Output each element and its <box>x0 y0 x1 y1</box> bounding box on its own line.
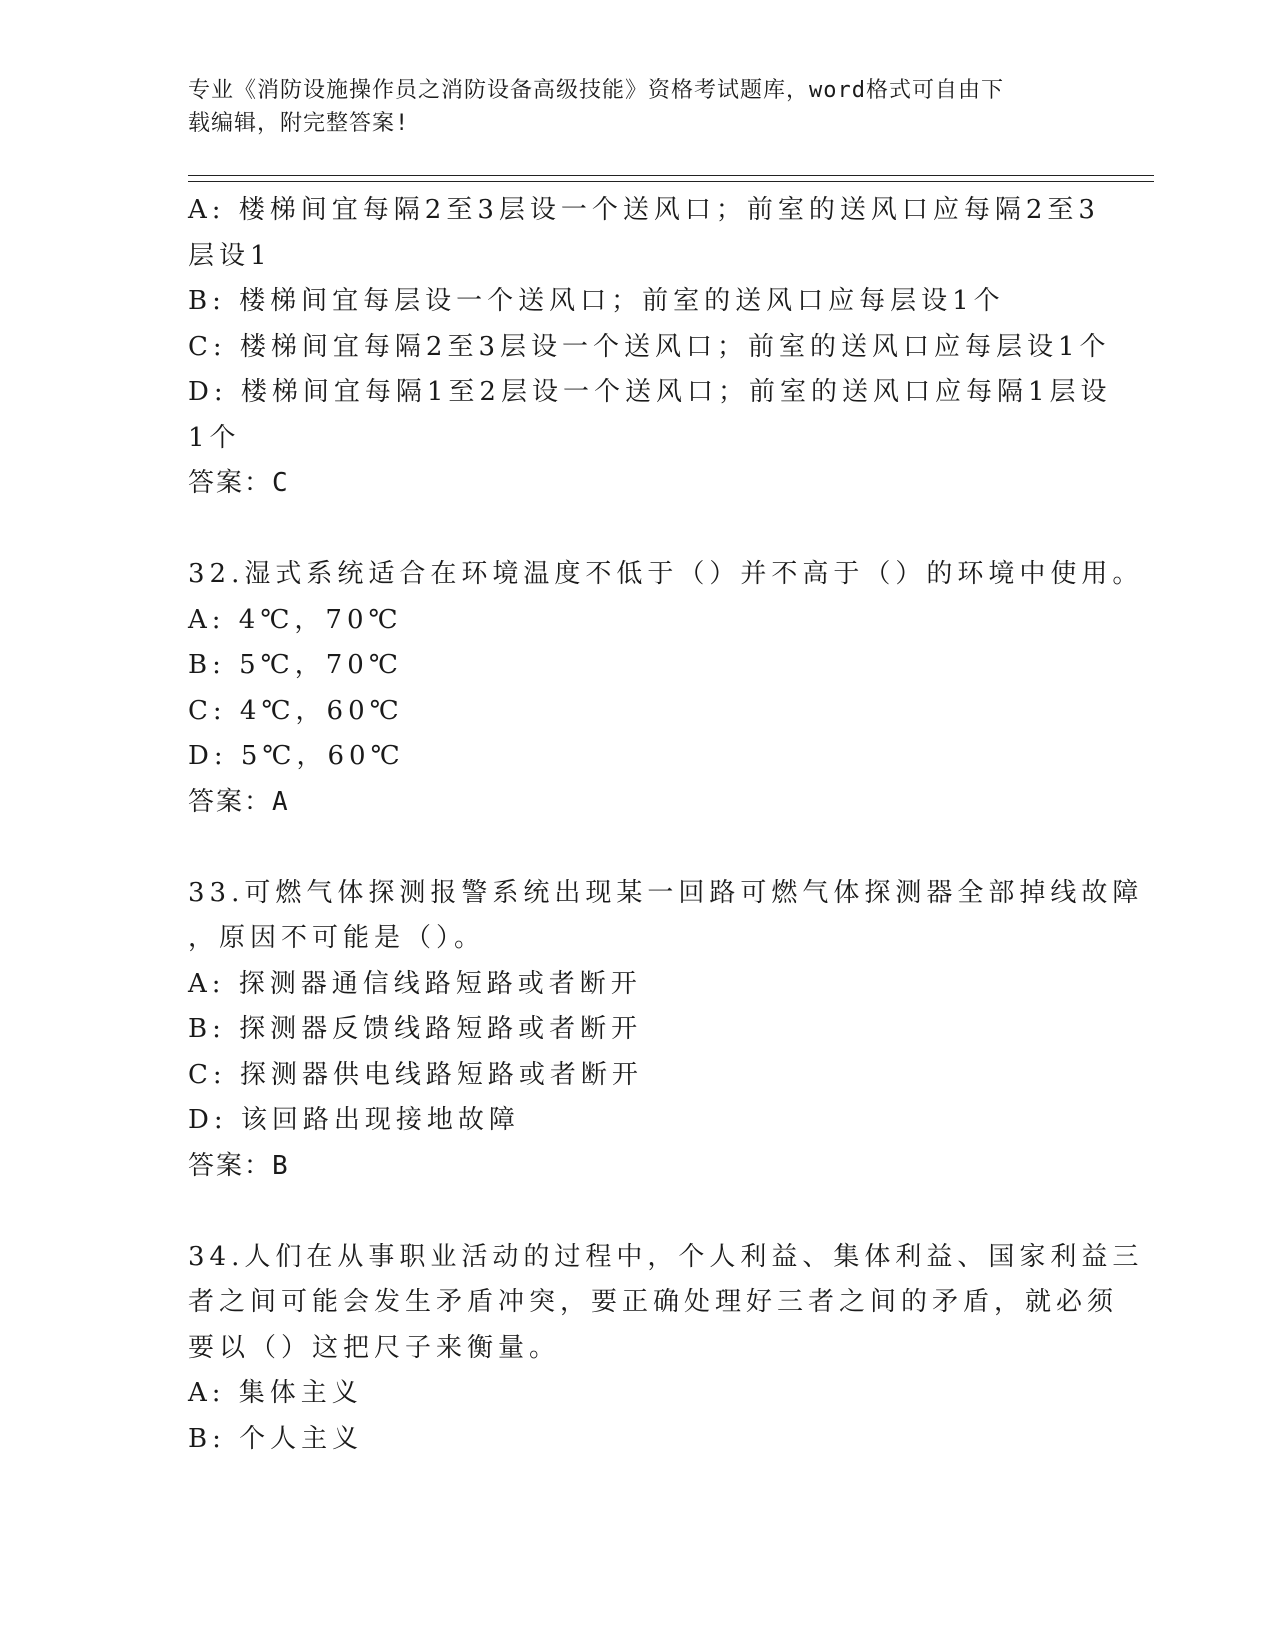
question-stem: 34.人们在从事职业活动的过程中，个人利益、集体利益、国家利益三 <box>188 1241 1144 1272</box>
option-b-line: B: 5℃，70℃ <box>188 650 403 680</box>
option-b-line: B: 探测器反馈线路短路或者断开 <box>188 1014 643 1044</box>
header-line-2: 载编辑，附完整答案! <box>188 111 410 136</box>
question-stem-continuation: 要以（）这把尺子来衡量。 <box>188 1332 561 1363</box>
question-stem-continuation: ，原因不可能是（）。 <box>188 923 486 953</box>
question-block-32 <box>188 552 1144 825</box>
block-spacer <box>188 1189 1088 1235</box>
option-c-line: C: 楼梯间宜每隔2至3层设一个送风口；前室的送风口应每层设1个 <box>188 331 1111 362</box>
header-line-1: 专业《消防设施操作员之消防设备高级技能》资格考试题库，word格式可自由下 <box>188 78 1004 103</box>
question-block-33 <box>188 871 1144 1190</box>
option-d-line: D: 楼梯间宜每隔1至2层设一个送风口；前室的送风口应每隔1层设 <box>188 377 1112 407</box>
option-c-line: C: 探测器供电线路短路或者断开 <box>188 1059 643 1090</box>
question-stem-continuation: 者之间可能会发生矛盾冲突，要正确处理好三者之间的矛盾，就必须 <box>188 1287 1119 1317</box>
question-content <box>188 188 1144 1462</box>
block-spacer <box>188 507 1088 553</box>
option-b-line: B: 个人主义 <box>188 1423 364 1454</box>
answer-line: 答案：A <box>188 786 290 817</box>
option-d-line: D: 该回路出现接地故障 <box>188 1105 520 1135</box>
option-a-continuation: 层设1 <box>188 240 272 271</box>
header-divider-bottom <box>188 181 1154 182</box>
answer-line: 答案：B <box>188 1150 290 1181</box>
question-block-31 <box>188 188 1112 507</box>
option-d-line: D: 5℃，60℃ <box>188 741 405 771</box>
option-a-line: A: 探测器通信线路短路或者断开 <box>188 968 642 999</box>
document-header <box>188 74 1068 140</box>
question-block-34 <box>188 1235 1144 1463</box>
option-a-line: A: 楼梯间宜每隔2至3层设一个送风口；前室的送风口应每隔2至3 <box>188 195 1100 225</box>
question-stem: 33.可燃气体探测报警系统出现某一回路可燃气体探测器全部掉线故障 <box>188 877 1144 908</box>
option-c-line: C: 4℃，60℃ <box>188 695 404 726</box>
option-a-line: A: 4℃，70℃ <box>188 604 403 635</box>
block-spacer <box>188 825 1088 871</box>
header-divider-top <box>188 175 1154 176</box>
answer-line: 答案：C <box>188 468 290 498</box>
option-d-continuation: 1个 <box>188 422 241 453</box>
option-b-line: B: 楼梯间宜每层设一个送风口；前室的送风口应每层设1个 <box>188 286 1005 316</box>
question-stem: 32.湿式系统适合在环境温度不低于（）并不高于（）的环境中使用。 <box>188 559 1144 589</box>
option-a-line: A: 集体主义 <box>188 1378 363 1408</box>
